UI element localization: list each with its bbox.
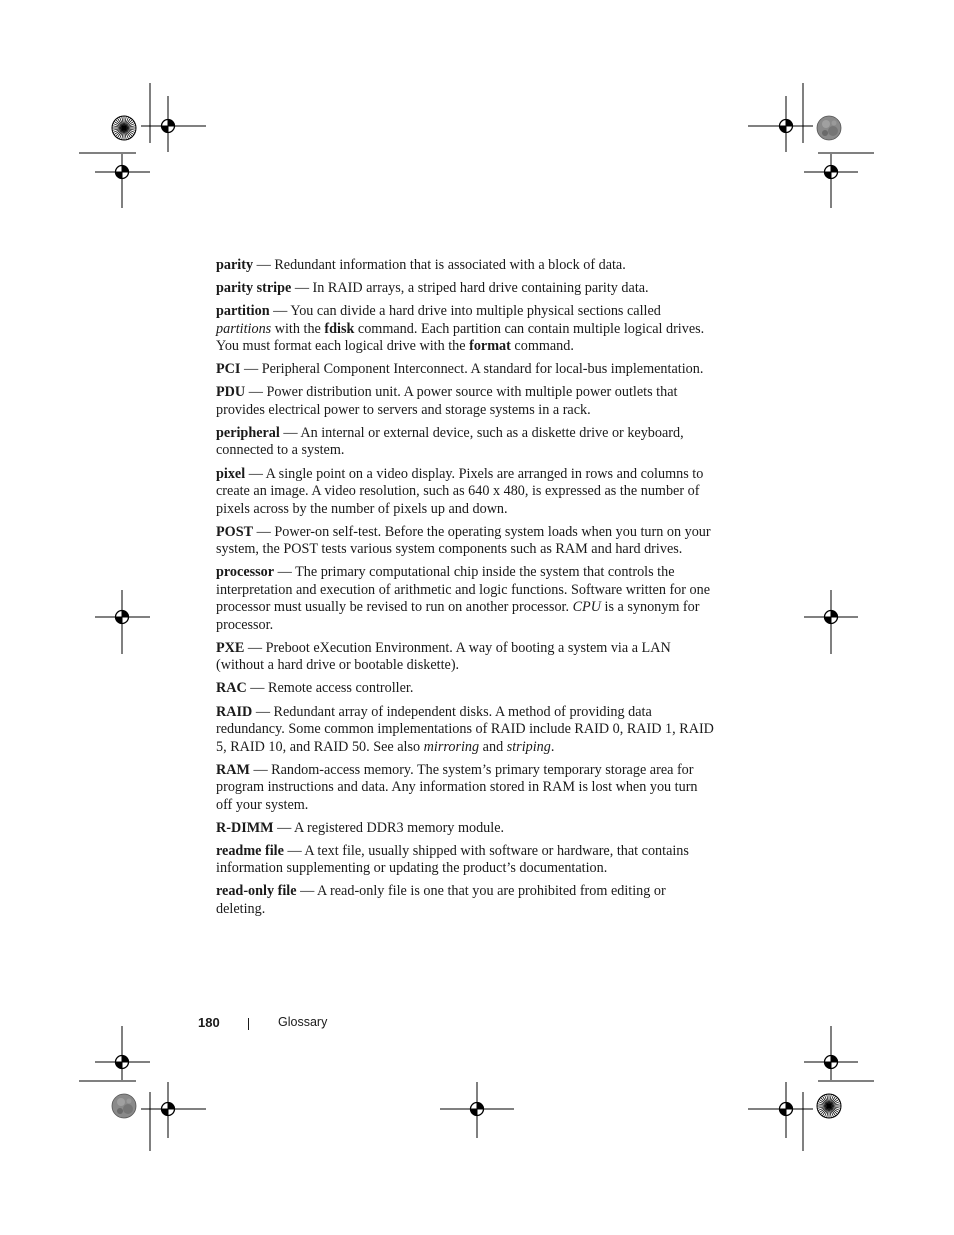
glossary-term: peripheral — [216, 424, 280, 441]
glossary-term: RAID — [216, 703, 253, 720]
glossary-entry — [216, 762, 716, 815]
emphasized-term: partitions — [216, 320, 272, 337]
definition-text: — Power-on self-test. Before the operating system loads when you turn on your system, the POST tests various system components such as RAM and hard drives. — [216, 523, 711, 558]
emphasized-term: mirroring — [423, 738, 480, 755]
emphasized-term: CPU — [572, 599, 601, 616]
glossary-entry — [216, 564, 716, 634]
glossary-term: parity stripe — [216, 280, 292, 297]
glossary-entry — [216, 524, 716, 559]
definition-text: — A registered DDR3 memory module. — [273, 819, 505, 836]
glossary-entry — [216, 704, 716, 757]
glossary-entry — [216, 680, 716, 698]
glossary-entry — [216, 425, 716, 460]
glossary-entry — [216, 303, 716, 356]
glossary-entry — [216, 820, 716, 838]
definition-text: — You can divide a hard drive into multiple physical sections called — [269, 303, 661, 320]
emphasized-term: striping — [506, 738, 551, 755]
definition-text: — Redundant information that is associated with a block of data. — [253, 257, 626, 273]
definition-text: — Random-access memory. The system’s primary temporary storage area for program instructions and data. Any information stored in RAM is lost when you turn off your system. — [216, 761, 698, 813]
definition-text: with the — [271, 320, 325, 337]
glossary-entry — [216, 883, 716, 918]
glossary-term: R-DIMM — [216, 819, 274, 836]
definition-text: and — [479, 738, 507, 755]
definition-text: — A read-only file is one that you are prohibited from editing or deleting. — [216, 883, 666, 917]
definition-text: . — [550, 738, 555, 755]
glossary-term: PXE — [216, 639, 245, 656]
glossary-entry — [216, 843, 716, 878]
definition-text: — Peripheral Component Interconnect. A standard for local-bus implementation. — [240, 361, 704, 378]
glossary-term: readme file — [216, 842, 284, 859]
glossary-term: POST — [216, 523, 254, 540]
glossary-entry — [216, 257, 716, 275]
glossary-term: RAM — [216, 761, 250, 778]
definition-text: — A single point on a video display. Pixels are arranged in rows and columns to create an image. A video resolution, such as 640 x 480, is expressed as the number of pixels across by the number of pixels up and down. — [216, 465, 704, 517]
definition-text: — Preboot eXecution Environment. A way of booting a system via a LAN (without a hard drive or bootable diskette). — [216, 639, 671, 674]
definition-text: command. Each partition can contain multiple logical drives. You must format each logical drive with the — [216, 320, 705, 355]
definition-text: command. — [510, 338, 574, 355]
glossary-term: pixel — [216, 465, 246, 482]
definition-text: — A text file, usually shipped with software or hardware, that contains information supplementing or updating the product’s documentation. — [216, 842, 689, 877]
page-number: 180 — [198, 1015, 220, 1030]
definition-text: — The primary computational chip inside the system that controls the interpretation and execution of arithmetic and logic functions. Software written for one processor must usually be revised to run on another processor. — [216, 564, 711, 616]
command-name: format — [469, 338, 511, 355]
section-name: Glossary — [278, 1015, 328, 1029]
glossary-term: parity — [216, 257, 254, 273]
glossary-term: PDU — [216, 384, 246, 401]
glossary-entry — [216, 280, 716, 298]
footer-separator — [248, 1018, 249, 1030]
glossary-entries — [216, 257, 716, 924]
definition-text: — An internal or external device, such as a diskette drive or keyboard, connected to a system. — [216, 424, 684, 459]
glossary-term: read-only file — [216, 883, 297, 900]
command-name: fdisk — [324, 320, 355, 337]
glossary-term: processor — [216, 564, 275, 581]
definition-text: — In RAID arrays, a striped hard drive containing parity data. — [291, 280, 649, 297]
glossary-term: RAC — [216, 680, 247, 697]
definition-text: — Remote access controller. — [246, 680, 414, 697]
glossary-entry — [216, 466, 716, 519]
glossary-entry — [216, 384, 716, 419]
definition-text: — Power distribution unit. A power source with multiple power outlets that provides electrical power to servers and storage systems in a rack. — [216, 384, 678, 418]
glossary-term: PCI — [216, 361, 241, 378]
glossary-term: partition — [216, 303, 270, 320]
glossary-entry — [216, 361, 716, 379]
definition-text: is a synonym for processor. — [216, 599, 700, 633]
definition-text: — Redundant array of independent disks. A method of providing data redundancy. Some common implementations of RAID include RAID 0, RAID 1, RAID 5, RAID 10, and RAID 50. See also — [216, 703, 714, 755]
glossary-entry — [216, 640, 716, 675]
